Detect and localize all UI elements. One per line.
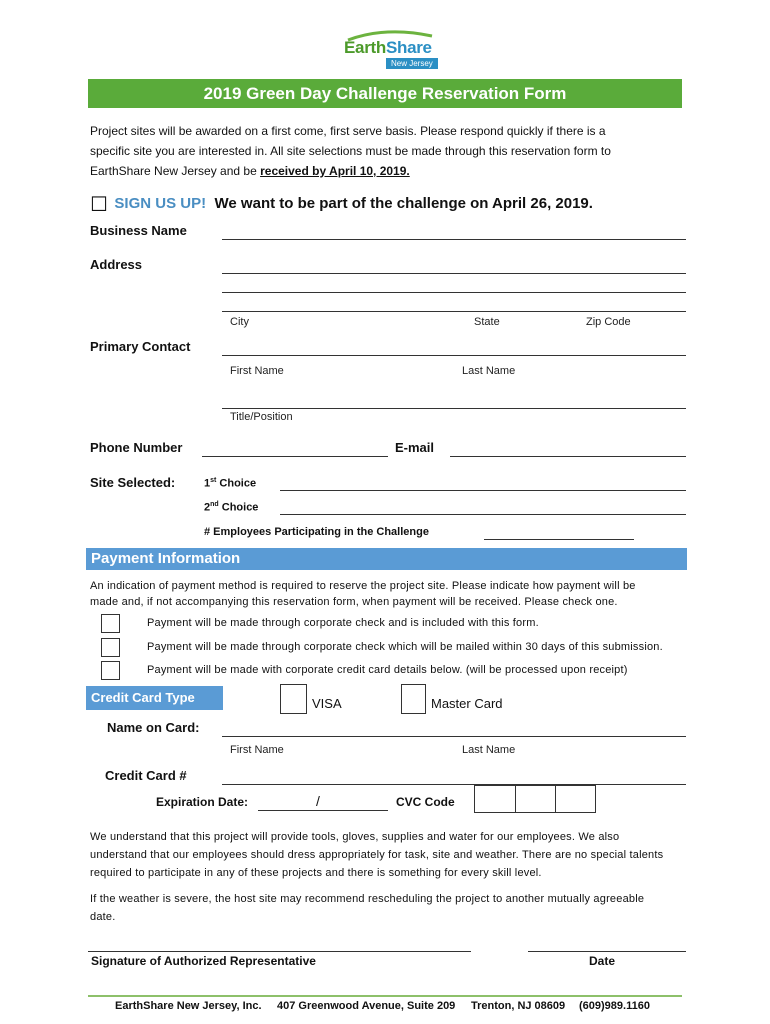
first-choice-field[interactable] <box>280 490 686 491</box>
second-choice-suffix: nd <box>210 501 219 508</box>
terms-line-1: We understand that this project will provide tools, gloves, supplies and water for our employees. We also <box>90 831 620 843</box>
email-label: E-mail <box>395 440 435 455</box>
payment-section-header: Payment Information <box>86 548 687 570</box>
logo-brand-earth: Earth <box>344 38 386 57</box>
zip-caption: Zip Code <box>586 316 631 328</box>
visa-label: VISA <box>312 696 342 711</box>
weather-line-1: If the weather is severe, the host site may recommend rescheduling the project to another mutually agreeable <box>90 893 645 905</box>
footer-city: Trenton, NJ 08609 <box>471 1000 566 1012</box>
deadline-text: received by April 10, 2019. <box>260 164 410 178</box>
payment-option-2-checkbox[interactable] <box>101 638 120 657</box>
logo-brand-share: Share <box>385 38 432 57</box>
form-title: 2019 Green Day Challenge Reservation Form <box>88 79 682 108</box>
expiration-label: Expiration Date: <box>156 795 249 809</box>
terms-line-3: required to participate in any of these projects and there is something for every skill level. <box>90 867 542 879</box>
phone-field[interactable] <box>202 456 388 457</box>
employees-label: # Employees Participating in the Challenge <box>204 526 429 538</box>
business-name-label: Business Name <box>90 223 187 238</box>
payment-description <box>90 578 690 610</box>
contact-last-name-caption: Last Name <box>462 365 516 377</box>
earthshare-logo <box>340 36 440 70</box>
payment-desc-line-1: An indication of payment method is required to reserve the project site. Please indicate how payment will be <box>90 580 636 592</box>
mastercard-label: Master Card <box>431 696 503 711</box>
payment-option-1-label: Payment will be made through corporate check and is included with this form. <box>147 617 539 629</box>
visa-checkbox[interactable] <box>280 684 307 714</box>
logo-subtitle: New Jersey <box>386 58 438 69</box>
site-selected-label: Site Selected: <box>90 475 176 490</box>
intro-line-3: EarthShare New Jersey and be <box>90 164 261 178</box>
first-choice-text: Choice <box>219 477 257 490</box>
expiration-field[interactable] <box>258 810 388 811</box>
second-choice-text: Choice <box>221 501 259 514</box>
weather-paragraph <box>90 890 700 926</box>
card-number-field[interactable] <box>222 784 686 785</box>
phone-label: Phone Number <box>90 440 183 455</box>
intro-line-1: Project sites will be awarded on a first come, first serve basis. Please respond quickly if there is a <box>90 124 606 138</box>
title-position-field[interactable] <box>222 408 686 409</box>
signature-field[interactable] <box>88 951 471 952</box>
card-number-label: Credit Card # <box>105 768 187 783</box>
intro-paragraph <box>90 121 690 181</box>
address-label: Address <box>90 257 143 272</box>
expiration-separator: / <box>316 793 320 809</box>
payment-option-1-checkbox[interactable] <box>101 614 120 633</box>
signup-label: SIGN US UP! <box>114 195 207 213</box>
signup-checkbox[interactable]: ☐ <box>90 192 108 216</box>
second-choice-field[interactable] <box>280 514 686 515</box>
footer-address: 407 Greenwood Avenue, Suite 209 <box>277 1000 456 1012</box>
footer-rule <box>88 995 682 997</box>
date-label: Date <box>589 954 616 968</box>
terms-paragraph <box>90 828 700 882</box>
weather-line-2: date. <box>90 911 116 923</box>
payment-option-3-label: Payment will be made with corporate credit card details below. (will be processed upon receipt) <box>147 664 628 676</box>
address-line-3-field[interactable] <box>222 311 686 312</box>
signup-row <box>90 192 593 216</box>
credit-card-type-header: Credit Card Type <box>86 686 223 710</box>
card-first-name-caption: First Name <box>230 744 284 756</box>
contact-first-name-caption: First Name <box>230 365 284 377</box>
cvc-digit-1-box[interactable] <box>474 785 516 813</box>
name-on-card-field[interactable] <box>222 736 686 737</box>
cvc-label: CVC Code <box>396 795 455 809</box>
date-field[interactable] <box>528 951 686 952</box>
state-caption: State <box>474 316 500 328</box>
card-last-name-caption: Last Name <box>462 744 516 756</box>
employees-field[interactable] <box>484 539 634 540</box>
primary-contact-label: Primary Contact <box>90 339 191 354</box>
cvc-digit-2-box[interactable] <box>515 785 556 813</box>
first-choice-number: 1 <box>204 477 211 490</box>
address-line-2-field[interactable] <box>222 292 686 293</box>
address-line-1-field[interactable] <box>222 273 686 274</box>
terms-line-2: understand that our employees should dress appropriately for task, site and weather. There are no special talents <box>90 849 664 861</box>
title-position-caption: Title/Position <box>230 411 293 423</box>
payment-desc-line-2: made and, if not accompanying this reservation form, when payment will be received. Please check one. <box>90 596 618 608</box>
second-choice-label <box>204 501 258 514</box>
name-on-card-label: Name on Card: <box>107 720 200 735</box>
primary-contact-field[interactable] <box>222 355 686 356</box>
first-choice-suffix: st <box>210 477 217 484</box>
footer-org: EarthShare New Jersey, Inc. <box>115 1000 262 1012</box>
mastercard-checkbox[interactable] <box>401 684 426 714</box>
signature-label: Signature of Authorized Representative <box>91 954 316 968</box>
intro-line-2: specific site you are interested in. All site selections must be made through this reservation form to <box>90 144 611 158</box>
first-choice-label <box>204 477 256 490</box>
signup-statement: We want to be part of the challenge on April 26, 2019. <box>214 195 593 213</box>
payment-option-2-label: Payment will be made through corporate check which will be mailed within 30 days of this submission. <box>147 641 663 653</box>
email-field[interactable] <box>450 456 686 457</box>
footer-phone: (609)989.1160 <box>579 1000 650 1012</box>
cvc-digit-3-box[interactable] <box>555 785 596 813</box>
second-choice-number: 2 <box>204 501 211 514</box>
city-caption: City <box>230 316 249 328</box>
payment-option-3-checkbox[interactable] <box>101 661 120 680</box>
business-name-field[interactable] <box>222 239 686 240</box>
